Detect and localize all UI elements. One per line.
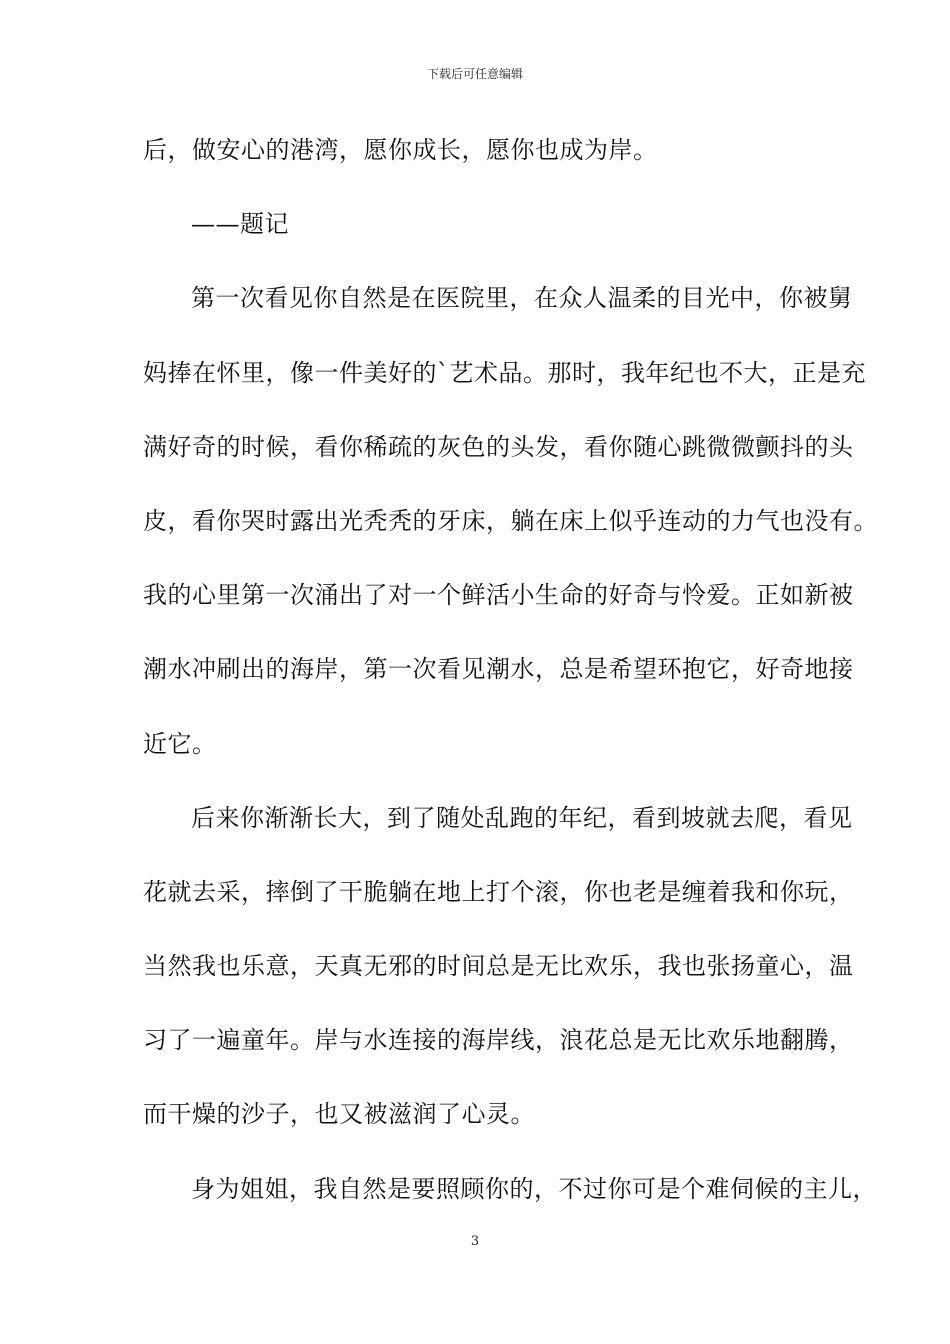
body-text xyxy=(143,130,878,1243)
text-line: 花就去采，摔倒了干脆躺在地上打个滚，你也老是缠着我和你玩， xyxy=(143,877,854,906)
header-note: 下载后可任意编辑 xyxy=(426,67,523,81)
text-line: 身为姐姐，我自然是要照顾你的，不过你可是个难伺候的主儿， xyxy=(191,1174,877,1203)
text-line: 满好奇的时候，看你稀疏的灰色的头发，看你随心跳微微颤抖的头 xyxy=(143,432,854,461)
text-line: 而干燥的沙子，也又被滋润了心灵。 xyxy=(143,1100,535,1129)
text-line: 习了一遍童年。岸与水连接的海岸线，浪花总是无比欢乐地翻腾， xyxy=(143,1026,854,1055)
text-line: 潮水冲刷出的海岸，第一次看见潮水，总是希望环抱它，好奇地接 xyxy=(143,655,854,684)
epigraph-attribution: ——题记 xyxy=(191,210,289,239)
text-line: 近它。 xyxy=(143,729,217,758)
text-line: 妈捧在怀里，像一件美好的`艺术品。那时，我年纪也不大，正是充 xyxy=(143,358,866,387)
text-line: 皮，看你哭时露出光秃秃的牙床，躺在床上似乎连动的力气也没有。 xyxy=(143,506,878,535)
text-line: 第一次看见你自然是在医院里，在众人温柔的目光中，你被舅 xyxy=(191,284,853,313)
text-line: 后来你渐渐长大，到了随处乱跑的年纪，看到坡就去爬，看见 xyxy=(191,803,853,832)
text-line: 后，做安心的港湾，愿你成长，愿你也成为岸。 xyxy=(143,136,658,164)
text-line: 当然我也乐意，天真无邪的时间总是无比欢乐，我也张扬童心，温 xyxy=(143,952,854,981)
page-number: 3 xyxy=(470,1234,480,1249)
text-line: 我的心里第一次涌出了对一个鲜活小生命的好奇与怜爱。正如新被 xyxy=(143,581,854,610)
